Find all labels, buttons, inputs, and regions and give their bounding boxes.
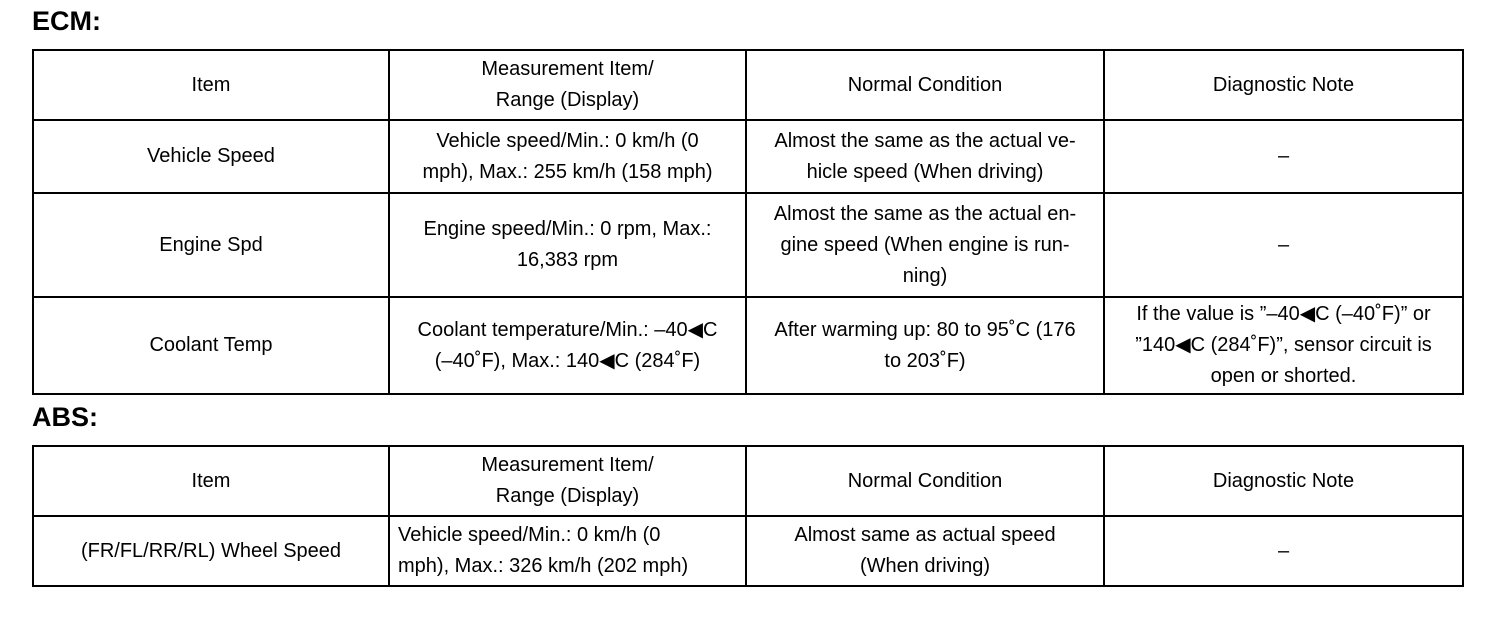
- header-normal-condition: Normal Condition: [746, 446, 1104, 516]
- header-measurement-line2: Range (Display): [495, 89, 640, 111]
- cell-range: [389, 516, 746, 586]
- cell-text: Almost the same as the actual en-: [773, 202, 1077, 225]
- cell-item: (FR/FL/RR/RL) Wheel Speed: [33, 516, 389, 586]
- header-item: Item: [33, 446, 389, 516]
- cell-text: Almost same as actual speed: [794, 524, 1056, 546]
- header-measurement-line2: Range (Display): [495, 485, 640, 507]
- cell-note: –: [1104, 516, 1463, 586]
- table-row: [33, 193, 1463, 297]
- abs-table: [32, 445, 1464, 587]
- cell-note: –: [1104, 120, 1463, 193]
- cell-text: ning): [902, 264, 948, 287]
- table-row: [33, 120, 1463, 193]
- header-item: Item: [33, 50, 389, 120]
- abs-heading: ABS:: [32, 402, 98, 432]
- header-measurement-line1: Measurement Item/: [481, 58, 654, 80]
- cell-text: (–40˚F), Max.: 140◀C (284˚F): [434, 349, 701, 372]
- cell-range: [389, 193, 746, 297]
- header-measurement: [389, 50, 746, 120]
- cell-normal: [746, 193, 1104, 297]
- cell-text: Engine speed/Min.: 0 rpm, Max.:: [423, 218, 712, 240]
- cell-text: gine speed (When engine is run-: [780, 233, 1070, 256]
- cell-text: Vehicle speed/Min.: 0 km/h (0: [398, 524, 661, 546]
- cell-text: Coolant temperature/Min.: –40◀C: [417, 318, 718, 341]
- cell-text: After warming up: 80 to 95˚C (176: [774, 318, 1076, 341]
- cell-text: Vehicle speed/Min.: 0 km/h (0: [436, 129, 699, 152]
- cell-text: mph), Max.: 326 km/h (202 mph): [398, 555, 689, 577]
- cell-normal: [746, 120, 1104, 193]
- header-measurement-line1: Measurement Item/: [481, 454, 654, 476]
- cell-item: Coolant Temp: [33, 297, 389, 394]
- header-measurement: [389, 446, 746, 516]
- cell-text: hicle speed (When driving): [806, 160, 1044, 183]
- header-diagnostic-note: Diagnostic Note: [1104, 50, 1463, 120]
- ecm-table: [32, 49, 1464, 395]
- cell-text: to 203˚F): [884, 349, 966, 372]
- cell-text: Almost the same as the actual ve-: [774, 129, 1076, 152]
- cell-text: (When driving): [859, 555, 991, 577]
- cell-text: mph), Max.: 255 km/h (158 mph): [422, 160, 713, 183]
- header-diagnostic-note: Diagnostic Note: [1104, 446, 1463, 516]
- table-row: [33, 516, 1463, 586]
- ecm-header-row: [33, 50, 1463, 120]
- ecm-heading: ECM:: [32, 6, 101, 36]
- cell-normal: [746, 516, 1104, 586]
- cell-item: Vehicle Speed: [33, 120, 389, 193]
- cell-text: open or shorted.: [1210, 365, 1357, 387]
- cell-range: [389, 297, 746, 394]
- cell-normal: [746, 297, 1104, 394]
- table-row: [33, 297, 1463, 394]
- cell-note: –: [1104, 193, 1463, 297]
- cell-note: [1104, 297, 1463, 394]
- abs-header-row: [33, 446, 1463, 516]
- cell-text: If the value is ”–40◀C (–40˚F)” or: [1136, 303, 1431, 325]
- cell-text: 16,383 rpm: [516, 249, 619, 271]
- header-normal-condition: Normal Condition: [746, 50, 1104, 120]
- cell-range: [389, 120, 746, 193]
- cell-text: ”140◀C (284˚F)”, sensor circuit is: [1135, 334, 1432, 356]
- cell-item: Engine Spd: [33, 193, 389, 297]
